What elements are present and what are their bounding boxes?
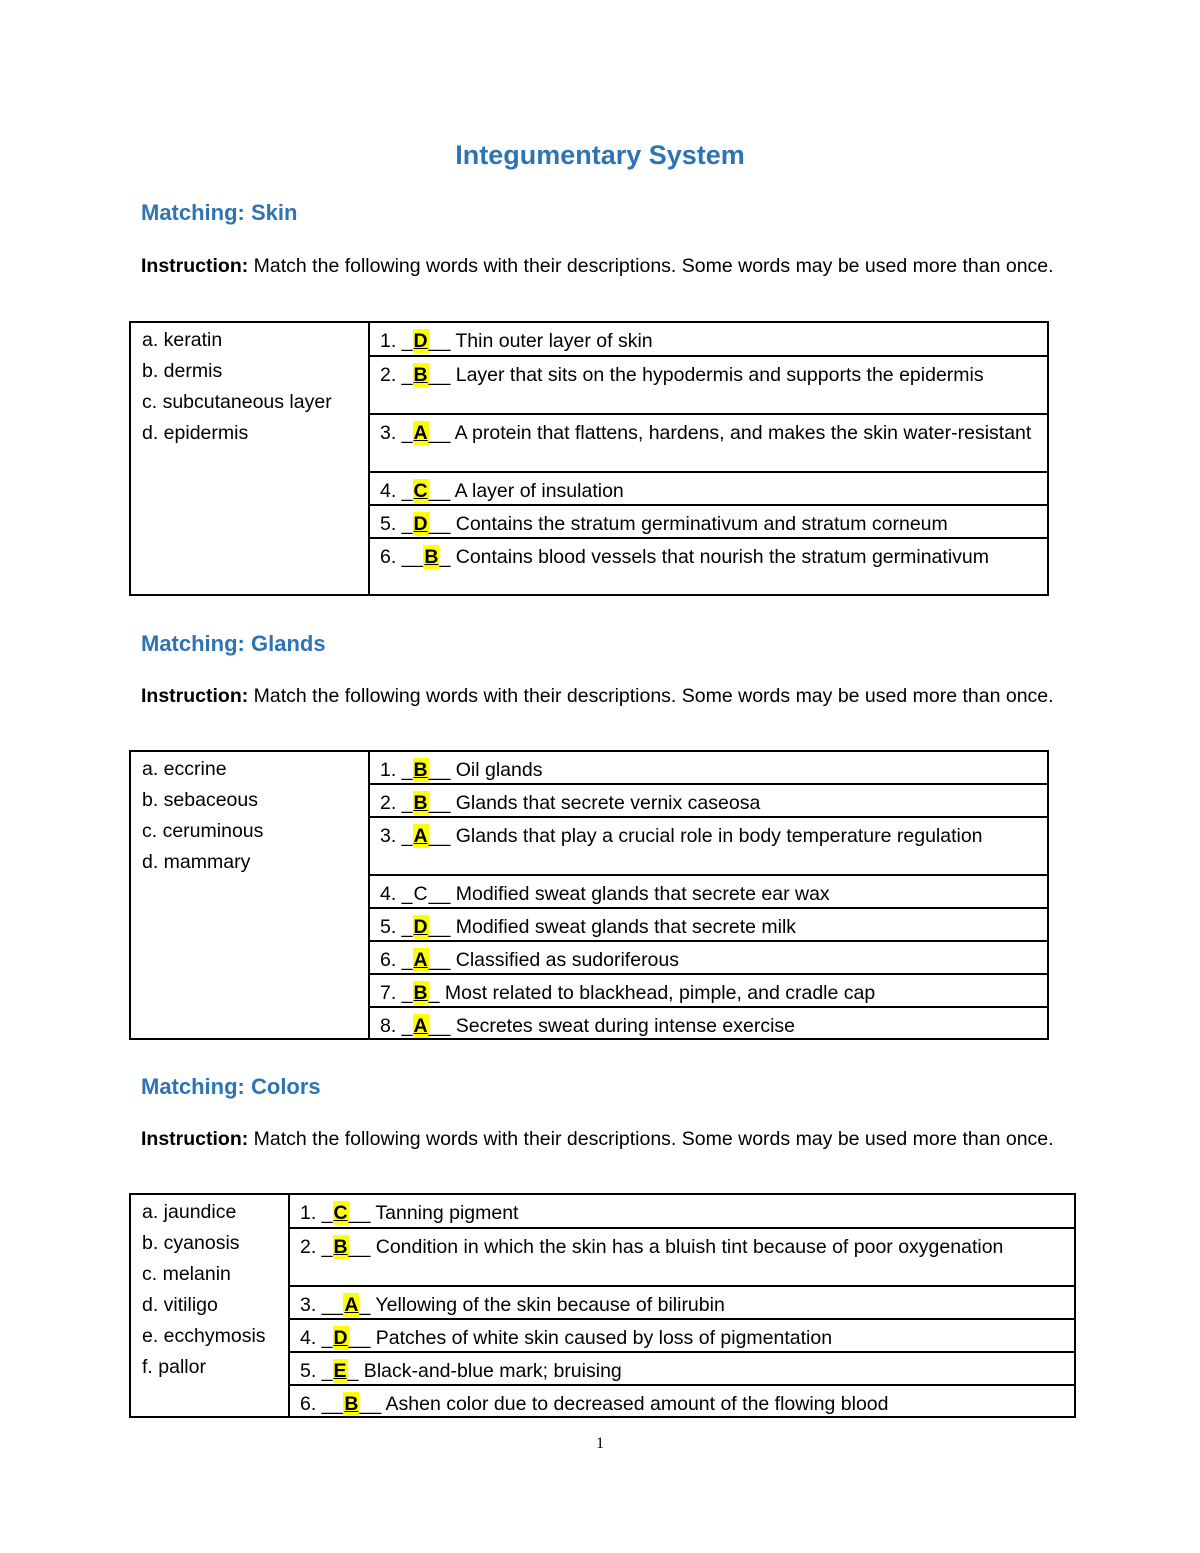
question-row: 3. _A__ Glands that play a crucial role in body temperature regulation	[369, 817, 1048, 875]
word-bank-item: d. vitiligo	[142, 1294, 218, 1316]
answer-highlight: B	[424, 546, 439, 568]
question-row: 1. _D__ Thin outer layer of skin	[369, 322, 1048, 356]
word-bank-item: f. pallor	[142, 1356, 206, 1378]
word-bank-item: e. ecchymosis	[142, 1325, 266, 1347]
instruction-glands	[141, 683, 1061, 709]
word-bank-skin	[130, 322, 369, 595]
question-row: 6. _A__ Classified as sudoriferous	[369, 941, 1048, 974]
word-bank-glands	[130, 751, 369, 1039]
answer-highlight: A	[413, 949, 428, 971]
answer-highlight: B	[344, 1393, 359, 1415]
question-row: 4. _C__ A layer of insulation	[369, 472, 1048, 505]
word-bank-item: b. sebaceous	[142, 789, 259, 811]
question-row: 3. __A_ Yellowing of the skin because of bilirubin	[289, 1286, 1075, 1319]
instruction-text: Match the following words with their descriptions. Some words may be used more than once.	[248, 255, 1054, 277]
question-row: 3. _A__ A protein that flattens, hardens, and makes the skin water-resistant	[369, 414, 1048, 472]
word-bank-colors	[130, 1194, 289, 1417]
page-title: Integumentary System	[455, 140, 745, 170]
word-bank-item: b. cyanosis	[142, 1232, 240, 1254]
question-row: 6. __B__ Ashen color due to decreased amount of the flowing blood	[289, 1385, 1075, 1417]
section-heading-skin: Matching: Skin	[141, 200, 298, 225]
word-bank-item: d. mammary	[142, 851, 251, 873]
answer-highlight: B	[413, 364, 428, 386]
answer-highlight: D	[413, 916, 428, 938]
word-bank-item: a. eccrine	[142, 758, 227, 780]
instruction-label: Instruction:	[141, 255, 249, 277]
answer-text: C	[413, 883, 428, 905]
answer-highlight: C	[333, 1202, 348, 1224]
section-heading-glands: Matching: Glands	[141, 631, 326, 656]
instruction-skin	[141, 253, 1061, 279]
question-row: 5. _D__ Contains the stratum germinativum and stratum corneum	[369, 505, 1048, 538]
instruction-colors	[141, 1126, 1061, 1152]
answer-highlight: D	[413, 330, 428, 352]
matching-table-glands	[129, 750, 1049, 1040]
question-row: 6. __B_ Contains blood vessels that nourish the stratum germinativum	[369, 538, 1048, 595]
word-bank-item: c. melanin	[142, 1263, 231, 1285]
question-row: 5. _D__ Modified sweat glands that secrete milk	[369, 908, 1048, 941]
question-row: 1. _B__ Oil glands	[369, 751, 1048, 784]
question-row: 4. _C__ Modified sweat glands that secrete ear wax	[369, 875, 1048, 908]
word-bank-item: c. ceruminous	[142, 820, 264, 842]
answer-highlight: D	[413, 513, 428, 535]
section-heading-colors: Matching: Colors	[141, 1074, 321, 1099]
answer-highlight: A	[413, 825, 428, 847]
page-number: 1	[596, 1435, 604, 1452]
question-row: 2. _B__ Layer that sits on the hypodermis and supports the epidermis	[369, 356, 1048, 414]
instruction-text: Match the following words with their descriptions. Some words may be used more than once.	[248, 1128, 1054, 1150]
matching-table-colors	[129, 1193, 1076, 1418]
word-bank-item: b. dermis	[142, 360, 223, 382]
instruction-text: Match the following words with their descriptions. Some words may be used more than once.	[248, 685, 1054, 707]
question-row: 2. _B__ Condition in which the skin has a bluish tint because of poor oxygenation	[289, 1228, 1075, 1286]
answer-highlight: B	[413, 982, 428, 1004]
question-row: 8. _A__ Secretes sweat during intense exercise	[369, 1007, 1048, 1039]
word-bank-item: a. jaundice	[142, 1201, 237, 1223]
matching-table-skin	[129, 321, 1049, 596]
question-row: 5. _E_ Black-and-blue mark; bruising	[289, 1352, 1075, 1385]
answer-highlight: E	[333, 1360, 347, 1382]
question-row: 1. _C__ Tanning pigment	[289, 1194, 1075, 1228]
instruction-label: Instruction:	[141, 1128, 249, 1150]
answer-highlight: B	[413, 792, 428, 814]
instruction-label: Instruction:	[141, 685, 249, 707]
word-bank-item: a. keratin	[142, 329, 223, 351]
question-row: 2. _B__ Glands that secrete vernix caseosa	[369, 784, 1048, 817]
word-bank-item: d. epidermis	[142, 422, 249, 444]
answer-highlight: A	[413, 1015, 428, 1037]
answer-highlight: D	[333, 1327, 348, 1349]
answer-highlight: A	[344, 1294, 359, 1316]
answer-highlight: B	[333, 1236, 348, 1258]
answer-highlight: B	[413, 759, 428, 781]
word-bank-item: c. subcutaneous layer	[142, 391, 332, 413]
question-row: 4. _D__ Patches of white skin caused by loss of pigmentation	[289, 1319, 1075, 1352]
answer-highlight: C	[413, 480, 428, 502]
answer-highlight: A	[413, 422, 428, 444]
question-row: 7. _B_ Most related to blackhead, pimple, and cradle cap	[369, 974, 1048, 1007]
